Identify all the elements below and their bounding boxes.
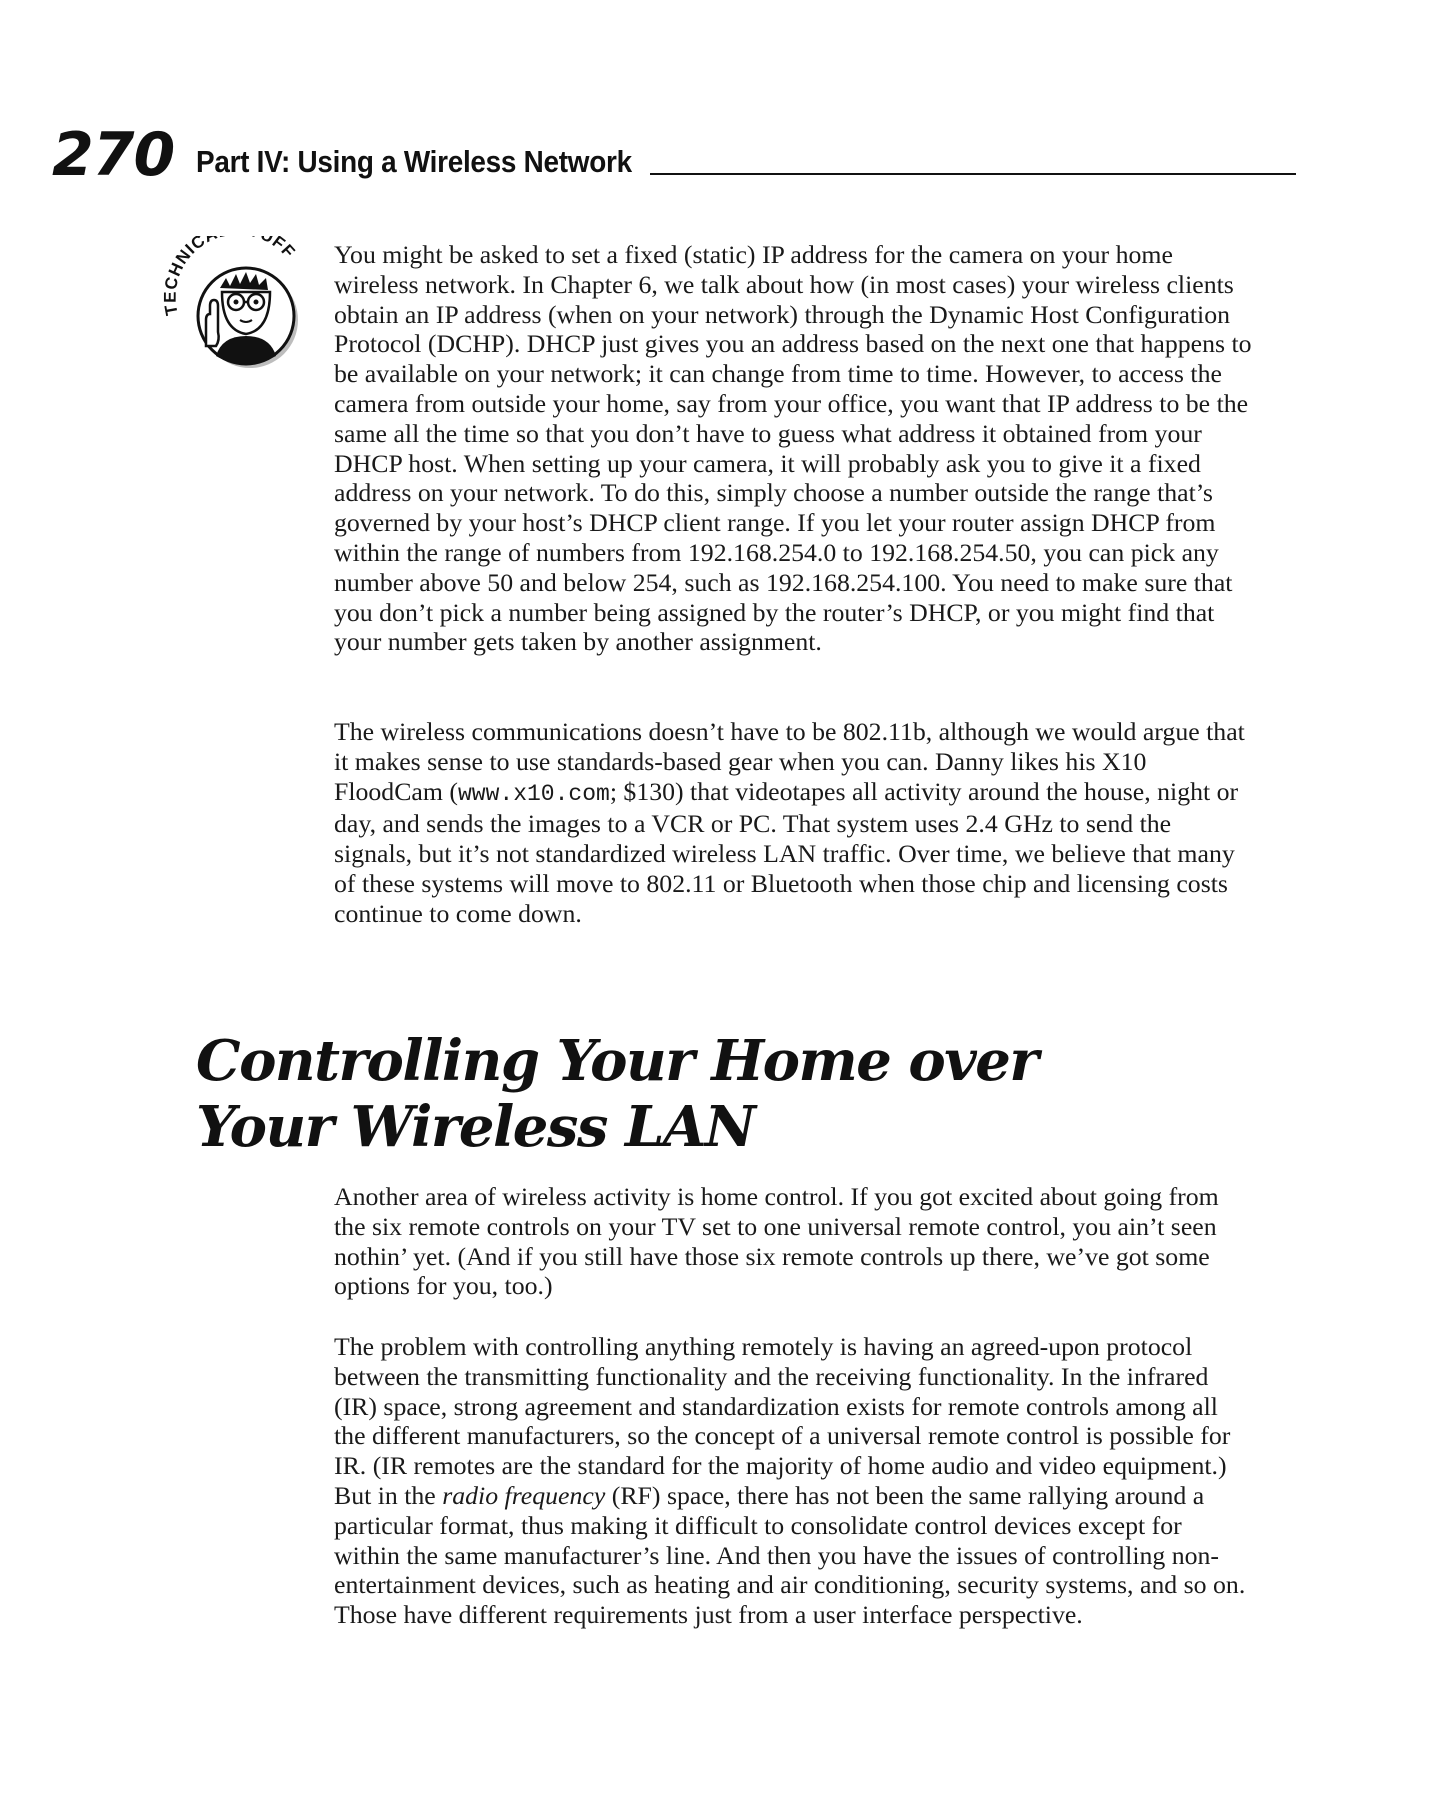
section-heading-line: Controlling Your Home over <box>196 1028 1038 1094</box>
header-rule <box>650 173 1296 175</box>
paragraph-text: ; $130) that videotapes all activity around the house, night or day, and sends the images to a VCR or PC. That system uses 2.4 GHz to send the signals, but it’s not standardized wireless LAN traffic. Over time, we believe that many of these systems will move to 802.11 or Bluetooth when those chip and licensing costs continue to come down. <box>334 776 1239 928</box>
icon-label: TECHNIC FF <box>160 236 300 317</box>
emphasis-text: radio frequency <box>442 1480 606 1510</box>
running-title: Part IV: Using a Wireless Network <box>196 144 632 179</box>
running-header <box>52 122 1244 192</box>
body-paragraph <box>334 1332 1254 1630</box>
paragraph-text: The wireless communications doesn’t have to be 802.11b, although we would argue that it makes sense to use standards-based gear when you can. Danny likes his X10 FloodCam ( <box>334 717 1245 806</box>
x10-link[interactable]: www.x10.com <box>457 780 610 807</box>
body-paragraph <box>334 717 1254 929</box>
paragraph-text: The problem with controlling anything remotely is having an agreed-upon protocol between the transmitting functionality and the receiving functionality. In the infrared (IR) space, strong agreement and standardization exists for remote controls among all the different manufacturers, so the concept of a universal remote control is possible for IR. (IR remotes are the standard for the majority of home audio and video equipment.) But in the <box>334 1332 1231 1510</box>
section-heading <box>196 1028 1196 1160</box>
technical-stuff-icon <box>160 236 310 376</box>
tech-stuff-paragraph: You might be asked to set a fixed (static) IP address for the camera on your home wireless network. In Chapter 6, we talk about how (in most cases) your wireless clients obtain an IP address (when on your network) through the Dynamic Host Configuration Protocol (DCHP). DHCP just gives you an address based on the next one that happens to be available on your network; it can change from time to time. However, to access the camera from outside your home, say from your office, you want that IP address to be the same all the time so that you don’t have to guess what address it obtained from your DHCP host. When setting up your camera, it will probably ask you to give it a fixed address on your network. To do this, simply choose a number outside the range that’s governed by your host’s DHCP client range. If you let your router assign DHCP from within the range of numbers from 192.168.254.0 to 192.168.254.50, you can pick any number above 50 and below 254, such as 192.168.254.100. You need to make sure that you don’t pick a number being assigned by the router’s DHCP, or you might find that your number gets taken by another assignment. <box>334 240 1252 657</box>
body-paragraph: Another area of wireless activity is home control. If you got excited about going from the six remote controls on your TV set to one universal remote control, you ain’t seen nothin’ yet. (And if you still have those six remote controls up there, we’ve got some options for you, too.) <box>334 1182 1219 1301</box>
section-heading-line: Your Wireless LAN <box>196 1094 755 1160</box>
paragraph-text: (RF) space, there has not been the same rallying around a particular format, thus making it difficult to consolidate control devices except for within the same manufacturer’s line. And then you have the issues of controlling non-entertainment devices, such as heating and air conditioning, security systems, and so on. Those have different requirements just from a user interface perspective. <box>334 1480 1246 1630</box>
page-number: 270 <box>52 120 175 190</box>
